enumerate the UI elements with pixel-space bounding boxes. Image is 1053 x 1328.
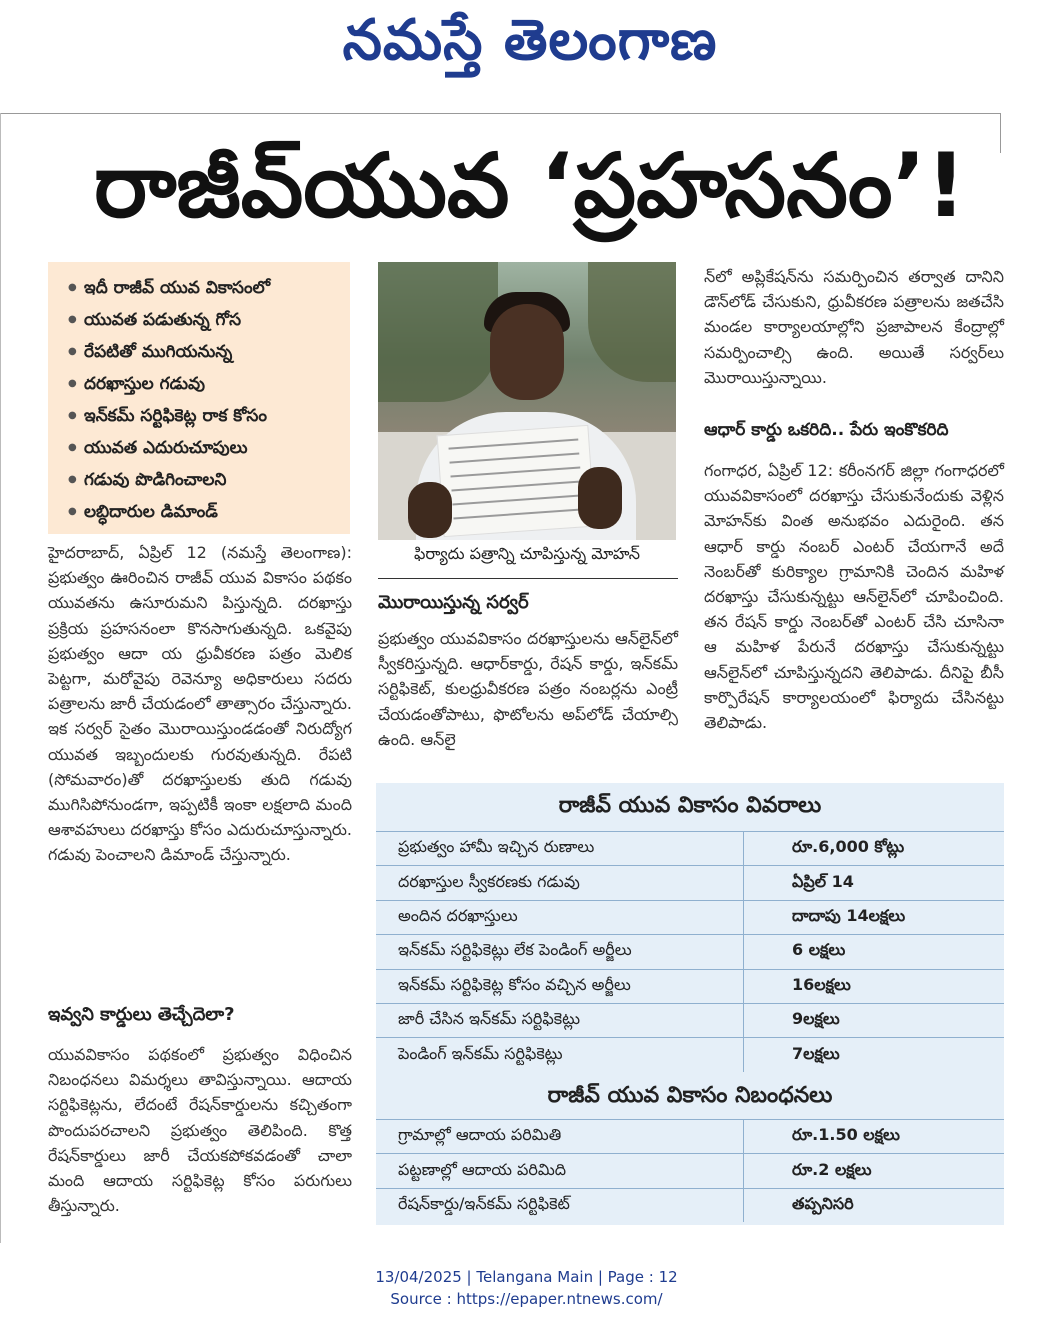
infobox-row xyxy=(376,1154,1004,1188)
highlight-item: ● ఇన్‌కమ్ సర్టిఫికెట్ల రాక కోసం xyxy=(68,400,342,432)
rules-table xyxy=(376,1119,1004,1222)
details-infobox xyxy=(376,783,1004,1225)
infobox-title-details: రాజీవ్ యువ వికాసం వివరాలు xyxy=(558,793,822,818)
infobox-row-label: జారీ చేసిన ఇన్‌కమ్ సర్టిఫికెట్లు xyxy=(376,1003,744,1037)
infobox-row-value: 6 లక్షలు xyxy=(744,935,1005,969)
right-column-body2 xyxy=(704,458,1004,735)
infobox-row-label: ఇన్‌కమ్ సర్టిఫికెట్ల కోసం వచ్చిన అర్జీలు xyxy=(376,969,744,1003)
article-paragraph: గంగాధర, ఏప్రిల్ 12: కరీంనగర్ జిల్లా గంగాధరలో యువవికాసంలో దరఖాస్తు చేసుకునేందుకు వెళ్లిన మోహన్‌కు వింత అనుభవం ఎదురైంది. తన ఆధార్ కార్డు నంబర్ ఎంటర్ చేయగానే అదే నెంబర్‌తో కురిక్యాల గ్రామానికి చెందిన మహిళ దరఖాస్తు చేసుకున్నట్టు ఆన్‌లైన్‌లో చూపించింది. తన రేషన్ కార్డు నెంబర్‌తో ఎంటర్ చేసి చూసినా ఆ మహిళ పేరునే దరఖాస్తు చేసుకున్నట్టు ఆన్‌లైన్‌లో చూపిస్తున్నదని తెలిపాడు. దీనిపై బీసీ కార్పొరేషన్ కార్యాలయంలో ఫిర్యాదు చేసినట్టు తెలిపాడు. xyxy=(704,461,1004,733)
caption-divider xyxy=(378,578,678,579)
highlight-item-cont: ● లబ్ధిదారుల డిమాండ్ xyxy=(68,496,342,528)
masthead xyxy=(0,0,1053,110)
infobox-row-value: 9లక్షలు xyxy=(744,1003,1005,1037)
infobox-row-label: అందిన దరఖాస్తులు xyxy=(376,900,744,934)
article-paragraph: ప్రభుత్వం యువవికాసం దరఖాస్తులను ఆన్‌లైన్‌లో స్వీకరిస్తున్నది. ఆధార్‌కార్డు, రేషన్ కార్డు, ఇన్‌కమ్ సర్టిఫికెట్, కులధ్రువీకరణ పత్రం నంబర్లను ఎంట్రీ చేయడంతోపాటు, ఫొటోలను అప్‌లోడ్ చేయాల్సి ఉంది. ఆన్‌లై xyxy=(378,629,678,749)
highlight-item-cont: ● దరఖాస్తుల గడువు xyxy=(68,368,342,400)
article-paragraph: హైదరాబాద్, ఏప్రిల్ 12 (నమస్తే తెలంగాణ): ప్రభుత్వం ఊరించిన రాజీవ్ యువ వికాసం పథకం యువతను ఉసూరుమని పిస్తున్నది. దరఖాస్తు ప్రక్రియ ప్రహసనంలా కొనసాగుతున్నది. ఒకవైపు ప్రభుత్వం ఆదా య ధ్రువీకరణ పత్రం మెలిక పెట్టగా, మరోవైపు రెవెన్యూ అధికారులు సదరు పత్రాలను జారీ చేయడంలో తాత్సారం చేస్తున్నారు. ఇక సర్వర్ సైతం మొరాయిస్తుండడంతో నిరుద్యోగ యువత ఇబ్బందులకు గురవుతున్నది. రేపటి (సోమవారం)తో దరఖాస్తులకు తుది గడువు ముగిసిపోనుండగా, ఇప్పటికీ ఇంకా లక్షలాది మంది ఆశావహులు దరఖాస్తు కోసం ఎదురుచూస్తున్నారు. గడువు పెంచాలని డిమాండ్ చేస్తున్నారు. xyxy=(48,543,352,865)
left-subhead: ఇవ్వని కార్డులు తెచ్చేదెలా? xyxy=(48,1004,235,1025)
article-photo xyxy=(378,262,676,540)
infobox-row xyxy=(376,1120,1004,1154)
infobox-row xyxy=(376,900,1004,934)
infobox-row-label: పెండింగ్ ఇన్‌కమ్ సర్టిఫికెట్లు xyxy=(376,1038,744,1072)
infobox-row xyxy=(376,1038,1004,1072)
infobox-row-value: 16లక్షలు xyxy=(744,969,1005,1003)
header-divider xyxy=(0,113,1000,114)
article-paragraph: న్‌లో అప్లికేషన్‌ను సమర్పించిన తర్వాత దానిని డౌన్‌లోడ్ చేసుకుని, ధ్రువీకరణ పత్రాలను జతచేసి మండల కార్యాలయాల్లోని ప్రజాపాలన కేంద్రాల్లో సమర్పించాల్సి ఉంది. అయితే సర్వర్‌లు మొరాయిస్తున్నాయి. xyxy=(704,267,1004,387)
middle-column-body xyxy=(378,626,678,752)
infobox-row-value: రూ.2 లక్షలు xyxy=(744,1154,1005,1188)
infobox-row-label: దరఖాస్తుల స్వీకరణకు గడువు xyxy=(376,866,744,900)
infobox-row xyxy=(376,832,1004,866)
infobox-row-value: 7లక్షలు xyxy=(744,1038,1005,1072)
newspaper-logo: నమస్తే తెలంగాణ xyxy=(342,8,718,73)
article-headline: రాజీవ్‌యువ ‘ప్రహసనం’! xyxy=(93,134,967,237)
highlights-box xyxy=(48,262,350,534)
infobox-row-label: పట్టణాల్లో ఆదాయ పరిమిది xyxy=(376,1154,744,1188)
page-footer xyxy=(0,1266,1053,1310)
middle-subhead: మొరాయిస్తున్న సర్వర్ xyxy=(378,592,529,613)
highlight-item-cont: ● యువత పడుతున్న గోస xyxy=(68,304,342,336)
details-table xyxy=(376,831,1004,1072)
infobox-row xyxy=(376,1003,1004,1037)
infobox-row xyxy=(376,866,1004,900)
infobox-row-value: దాదాపు 14లక్షలు xyxy=(744,900,1005,934)
article-paragraph: యువవికాసం పథకంలో ప్రభుత్వం విధించిన నిబంధనలు విమర్శలు తావిస్తున్నాయి. ఆదాయ సర్టిఫికెట్లను, లేదంటే రేషన్‌కార్డులను కచ్చితంగా పొందుపరచాలని ప్రభుత్వం తెలిపింది. కొత్త రేషన్‌కార్డులు జారీ చేయకపోకవడంతో చాలా మంది ఆదాయ సర్టిఫికెట్ల కోసం పరుగులు తీస్తున్నారు. xyxy=(48,1045,352,1216)
highlight-item: ● గడువు పొడిగించాలని xyxy=(68,464,342,496)
right-subhead: ఆధార్ కార్డు ఒకరిది.. పేరు ఇంకొకరిది xyxy=(704,420,949,440)
infobox-row-label: ప్రభుత్వం హామీ ఇచ్చిన రుణాలు xyxy=(376,832,744,866)
infobox-row-value: ఏప్రిల్ 14 xyxy=(744,866,1005,900)
highlight-item: ● ఇదీ రాజీవ్ యువ వికాసంలో xyxy=(68,272,342,304)
footer-date-line: 13/04/2025 | Telangana Main | Page : 12 xyxy=(375,1268,678,1286)
infobox-row-label: రేషన్‌కార్డు/ఇన్‌కమ్ సర్టిఫికెట్ xyxy=(376,1188,744,1222)
infobox-row-label: ఇన్‌కమ్ సర్టిఫికెట్లు లేక పెండింగ్ అర్జీలు xyxy=(376,935,744,969)
infobox-row-value: తప్పనిసరి xyxy=(744,1188,1005,1222)
left-margin-rule xyxy=(0,113,1,1243)
infobox-row xyxy=(376,969,1004,1003)
infobox-row-label: గ్రామాల్లో ఆదాయ పరిమితి xyxy=(376,1120,744,1154)
left-column-body1 xyxy=(48,540,352,868)
infobox-row xyxy=(376,935,1004,969)
infobox-row-value: రూ.6,000 కోట్లు xyxy=(744,832,1005,866)
right-column-body1 xyxy=(704,264,1004,390)
footer-source-line: Source : https://epaper.ntnews.com/ xyxy=(390,1290,663,1308)
highlight-item: ● రేపటితో ముగియనున్న xyxy=(68,336,342,368)
infobox-row-value: రూ.1.50 లక్షలు xyxy=(744,1120,1005,1154)
highlight-item-cont: ● యువత ఎదురుచూపులు xyxy=(68,432,342,464)
infobox-row xyxy=(376,1188,1004,1222)
infobox-title-rules: రాజీవ్ యువ వికాసం నిబంధనలు xyxy=(547,1083,833,1108)
photo-caption: ఫిర్యాదు పత్రాన్ని చూపిస్తున్న మోహన్ xyxy=(413,544,641,563)
left-column-body2 xyxy=(48,1042,352,1218)
